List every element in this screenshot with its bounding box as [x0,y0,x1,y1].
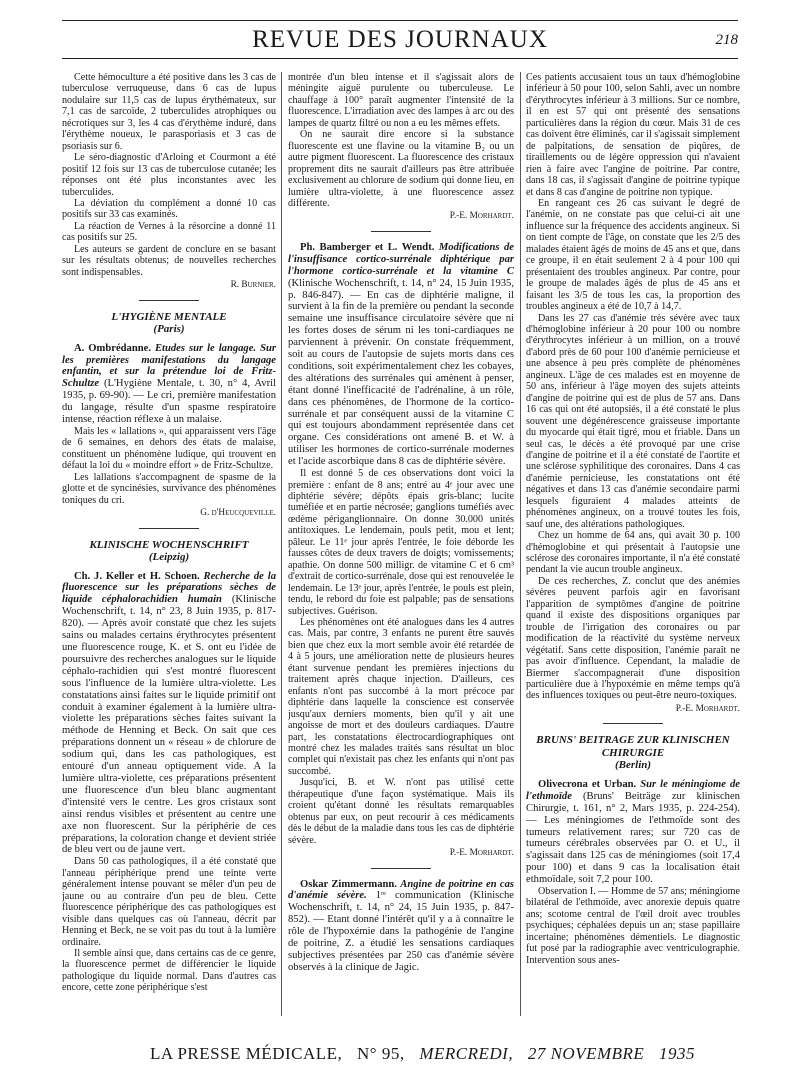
column-divider-1 [281,72,282,1016]
article-title-text: Modifications de l'insuffisance cortico-surrénale diphtérique par l'hormone cortico-surrénale et la vitamine C [288,241,514,277]
paragraph: On ne saurait dire encore si la substance fluorescente est une flavine ou la vitamine B₂ ou un autre pigment fluorescent. La fluorescence des cristaux proprement dits ne saurait d'ailleurs pas être attribuée exclusivement au chlorure de sodium qui donne lieu, en lumière ultra-violette, à une fluorescence assez différente. [288,129,514,209]
section-city: (Leipzig) [148,551,190,564]
paragraph: Les auteurs se gardent de conclure en se basant sur les résultats obtenus; de nouvelles recherches sont indispensables. [62,243,276,278]
paragraph: Le séro-diagnostic d'Arloing et Courmont a été positif 12 fois sur 13 cas de tuberculose cutanée; les réponses ont été plus inconstantes avec les tuberculides. [62,152,276,198]
article-author: Ph. Bamberger et L. Wendt. [300,241,435,253]
section-rule [139,528,199,529]
paragraph: Cette hémoculture a été positive dans les 3 cas de tuberculose verruqueuse, dans 6 cas de lupus nodulaire sur 11,5 cas de lupus érythémateux, sur 7,1 cas de sarcoïde, 2 tuberculides atrophiques ou nécrotiques sur 3, les 4 cas d'érythème induré, dans l'érythème noueux, le parasporiasis et 3 cas de psoriasis sur 6. [62,72,276,152]
article-body: (Klinische Wochenschrift, t. 14, n° 24, 15 Juin 1935, p. 846-847). — En cas de diphtérie maligne, il survient à la fin de la première ou pendant la seconde semaine une insuffisance circulatoire sévère que ni les fortes doses de sérum ni les toni-cardiaques ne parviennent à prévenir. On constate fréquemment, soit au cours de l'autopsie de sujets morts dans ces conditions, soit expérimentalement chez les cobayes, des altérations des surrénales qui amènent à penser, étant donné l'inefficacité de l'adrénaline, à un rôle, dans ces phénomènes, de l'hormone de la cortico-surrénale et par conséquent aussi de la vitamine C qui est toujours abondamment représentée dans cet organe. Ces considérations ont amené B. et W. à utiliser les hormones de cortico-surrénale modernes et l'acide ascorbique dans 8 cas de diphtérie sévère. [288,277,514,468]
article-title [288,242,514,468]
paragraph: De ces recherches, Z. conclut que des anémies sévères peuvent parfois agir en favorisant l'apparition de symptômes d'angine de poitrine quand il existe des dispositions organiques par trouble de l'irrigation des coronaires ou par modification de la réactivité du système nerveux végétatif. Sans cette disposition, l'anémie paraît ne pas avoir d'influence. Cependant, la maladie de Biermer s'accompagnerait d'une disposition particulière due à l'hypoxémie en même temps qu'à des influences toxiques ou peut-être neuro-toxiques. [526,575,740,702]
section-rule [371,231,431,232]
paragraph: Il est donné 5 de ces observations dont voici la première : enfant de 8 ans; entré au 4ᵉ jour avec une diphtérie sévère; dépôts épais gris-blanc; lucite tuméfiée et en partie nécrosée; ganglions tuméfiés avec œdème périganglionnaire. On donne 30.000 unités antitoxiques. Le lendemain, pouls petit, mou et lent; pâleur. Le 11ᵉ jour après l'entrée, le foie déborde les fausses côtes de deux travers de doigts; vomissements; apathie. On donne 500 milligr. de vitamine C et 6 cm³ d'extrait de cortico-surrénale, dose qui est renouvelée le lendemain. Le 13ᵉ jour, après l'entrée, le pouls est plein, tendu, le rebord du foie est palpable; pas de sensations subjectives. Guérison. [288,468,514,617]
running-title: REVUE DES JOURNAUX [252,26,548,53]
article-author: Olivecrona et Urban. [538,778,637,790]
page-header [62,26,738,54]
signature: P.-E. Morhardt. [449,848,514,859]
paragraph: Observation I. — Homme de 57 ans; méningiome bilatéral de l'ethmoïde, avec anorexie depuis quatre ans; scotome central de l'œil droit avec troubles psychiques; céphalées depuis un an; stase papillaire incertaine; phénomènes démentiels. Le diagnostic fut posé par la radiographie avec ventriculographie. Intervention sous anes- [526,886,740,966]
section-city: (Paris) [153,323,185,336]
article-title-text: Recherche de la fluorescence sur les préparations sèches de liquide céphalorachidien humain [62,570,276,606]
article-title [62,343,276,426]
header-rule-bottom [62,58,738,59]
signature: R. Burnier. [230,280,276,291]
section-heading: L'HYGIÈNE MENTALE [111,310,227,323]
paragraph: La déviation du complément a donné 10 cas positifs sur 33 cas examinés. [62,197,276,221]
page-number: 218 [715,32,738,48]
section-rule [603,723,663,724]
footer-journal: LA PRESSE MÉDICALE, [150,1044,343,1063]
article-body: (Bruns' Beiträge zur klinischen Chirurgie, t. 161, n° 2, Mars 1935, p. 224-254). — Les méningiomes de l'ethmoïde sont des tumeurs relativement rares; sur 720 cas de tumeurs cérébrales observées par O. et U., il s'agissait dans 125 cas de méningiomes (soit 17,4 pour 100) et dans 9 cas la localisation était ethmoïdale, soit 7,2 pour 100. [526,790,740,886]
article-author: Ch. J. Keller et H. Schoen. [74,570,200,582]
footer-issue: N° 95, [357,1044,405,1063]
article-body: (L'Hygiène Mentale, t. 30, n° 4, Avril 1935, p. 69-90). — Le cri, première manifestation du langage, résulte d'un spasme respiratoire intense, réaction réflexe à un malaise. [62,378,276,426]
footer-day: MERCREDI, [419,1044,514,1063]
page-footer [150,1044,738,1066]
section-rule [371,868,431,869]
article-title [62,571,276,857]
paragraph: Dans 50 cas pathologiques, il a été constaté que l'anneau périphérique prend une teinte verte généralement intense pouvant se mêler d'un peu de jaune ou au contraire d'un peu de bleu. Cette fluorescence périphérique des cas pathologiques est visible dans quelques cas où l'anneau, décrit par Henning et Beck, ne se voit pas du tout à la lumière ordinaire. [62,856,276,948]
article-title-text: Etudes sur le langage. Sur les premières manifestations du langage enfantin, et sur la prétendue loi de Fritz-Schultze [62,342,276,390]
column-divider-2 [520,72,521,1016]
paragraph: La réaction de Vernes à la résorcine a donné 11 cas positifs sur 25. [62,220,276,244]
footer-year: 1935 [659,1044,696,1063]
section-heading: KLINISCHE WOCHENSCHRIFT [89,538,249,551]
article-author: A. Ombrédanne. [74,342,151,354]
article-title-text: Angine de poitrine en cas d'anémie sévère. [288,878,514,902]
article-body: (Klinische Wochenschrift, t. 14, n° 23, 8 Juin 1935, p. 817-820). — Après avoir constaté que chez les sujets sains ou malades certains érythrocytes présentent une fluorescence rouge, K. et S. ont eu l'idée de poursuivre des recherches analogues sur le liquide céphalo-rachidien qui s'est montré fluorescent sous l'influence de la lumière ultra-violette. Les constatations ainsi faites sur le liquide primitif ont conduit à examiner également à la lumière ultra-violette les préparations sèches faites suivant la méthode de Henning et Beck. On sait que ces préparations donnent un « réseau » de chlorure de sodium qui, dans les cas pathologiques, est entouré d'un anneau optiquement vide. A la lumière ultra-violette, ces préparations présentent une fluorescence d'un bleu blanc augmentant d'intensité vers le centre. Les gros cristaux sont ainsi rendus visibles et présentent au centre une axe non fluorescent. Sur la périphérie de ces préparations, la coloration change et devient striée de bleu vert ou de jaune vert. [62,594,276,856]
column-3 [526,72,740,1018]
paragraph: montrée d'un bleu intense et il s'agissait alors de méningite aiguë purulente ou tuberculeuse. Le chauffage à 100° paraît augmenter l'intensité de la fluorescence. L'irradiation avec des lampes à arc ou des lampes de quartz filtré ou non a eu les mêmes effets. [288,72,514,129]
signature: P.-E. Morhardt. [675,703,740,714]
header-rule-top [62,20,738,21]
section-heading: BRUNS' BEITRAGE ZUR KLINISCHEN CHIRURGIE [536,734,730,759]
paragraph: Les phénomènes ont été analogues dans les 4 autres cas. Mais, par contre, 3 enfants ne purent être sauvés bien que chez eux la mort semble avoir été retardée de 4 à 5 jours, une amélioration nette de plusieurs heures étant survenue pendant les premières injections du traitement après chaque injection. D'ailleurs, ces enfants n'ont pas succombé à la mort précoce par diphtérie dans laquelle la conscience est conservée jusqu'aux derniers moments, bien qu'il y ait une angoisse de mort et des douleurs cardiaques. D'autre part, les constatations électrocardiographiques ont montré chez les malades traités sans résultat un bloc complet qui n'existait pas chez les enfants qui n'ont pas succombé. [288,617,514,777]
signature: P.-E. Morhardt. [449,211,514,222]
column-1 [62,72,276,1018]
paragraph: Il semble ainsi que, dans certains cas de ce genre, la fluorescence permet de différencier le liquide pathologique du liquide normal. Dans d'autres cas encore, cette zone périphérique s'est [62,947,276,994]
paragraph: En rangeant ces 26 cas suivant le degré de l'anémie, on ne constate pas que celui-ci ait une influence sur la fréquence des accidents angineux. Si on tient compte de l'âge, on constate que les 2/5 des malades étaient âgés de moins de 45 ans et que, dans ce groupe, il en était seulement 2 à 4 pour 100 qui présentaient des troubles angineux. Par contre, pour le groupe de malades âgés de plus de 45 ans et faisant les 3/5 de tous les cas, la proportion des troubles angineux a été de 10,7 à 14,7. [526,197,740,313]
paragraph: Chez un homme de 64 ans, qui avait 30 p. 100 d'hémoglobine et qui présentait à l'autopsie une sclérose des coronaires importante, il n'a été constaté pendant la vie aucun trouble angineux. [526,530,740,576]
signature: G. d'Heucqueville. [200,508,276,519]
article-title [288,879,514,974]
paragraph: Mais les « lallations », qui apparaissent vers l'âge de 6 semaines, en dehors des états de malaise, constituent un phénomène ludique, qui trouvent en défaut la loi du « moindre effort » de Fritz-Schultze. [62,425,276,472]
column-2 [288,72,514,1018]
paragraph: Dans les 27 cas d'anémie très sévère avec taux d'hémoglobine inférieur à 20 pour 100 ou nombre d'érythrocytes inférieur à un million, on a trouvé d'abord près de 60 pour 100 d'anémie pernicieuse et une absence à peu près complète de phénomènes angineux. L'âge de ces malades est en moyenne de 50 ans, inférieur à l'âge moyen des sujets atteints d'angine de poitrine qui est de plus de 57 ans. Dans 16 cas qui ont été autopsiés, il a été constaté le plus souvent une dégénérescence graisseuse importante du myocarde qui était tigré, mou et friable. Dans un seul cas, le décès a été provoqué par une crise d'angine de poitrine et il a été constaté de l'aortite et une sclérose syphilitique des coronaires. Dans 4 cas d'anémie pernicieuse, les constatations ont été négatives et dans 13 cas d'anémie secondaire parmi lesquels figuraient 4 malades atteints de phénomènes angineux, on a trouvé toutes les fois, sauf une, des altérations pathologiques. [526,312,740,530]
paragraph: Jusqu'ici, B. et W. n'ont pas utilisé cette thérapeutique d'une façon systématique. Mais ils croient qu'étant donné les résultats remarquables obtenus par eux, on peut recourir à ces médicaments dès le début de la maladie dans tous les cas de diphtérie sévère. [288,777,514,846]
article-body: 1ʳᵉ communication (Klinische Wochenschrift, t. 14, n° 24, 15 Juin 1935, p. 847-852). — Etant donné l'intérêt qu'il y a à connaître le rôle de l'hypoxémie dans la pathogénie de l'angine de poitrine, Z. a étudié les sensations cardiaques subjectives présentées par 250 cas d'anémie sévère observés à la clinique de Jagic. [288,890,514,973]
paragraph: Ces patients accusaient tous un taux d'hémoglobine inférieur à 50 pour 100, selon Sahli, avec un nombre d'érythrocytes inférieur à 3 millions. Sur ce nombre, il en est 57 qui ont présenté des sensations particulières dans la région du cœur. Mais 31 de ces cas doivent être éliminés, car il s'agissait simplement de palpitations, de sensation de piqûres, de tiraillements ou de légère oppression qui n'avaient rien à faire avec l'angine de poitrine. Par contre, dans 18 cas, il s'agissait d'angine de poitrine typique et dans 8 cas d'angine de poitrine non typique. [526,72,740,198]
article-title [526,779,740,886]
article-title-text: Sur le méningiome de l'ethmoïde [526,778,740,802]
section-rule [139,300,199,301]
footer-date: 27 NOVEMBRE [527,1044,645,1063]
article-author: Oskar Zimmermann. [300,878,397,890]
section-city: (Berlin) [614,759,652,772]
paragraph: Les lallations s'accompagnent de spasme de la glotte et de syncinésies, survivance des phénomènes toniques du cri. [62,471,276,506]
